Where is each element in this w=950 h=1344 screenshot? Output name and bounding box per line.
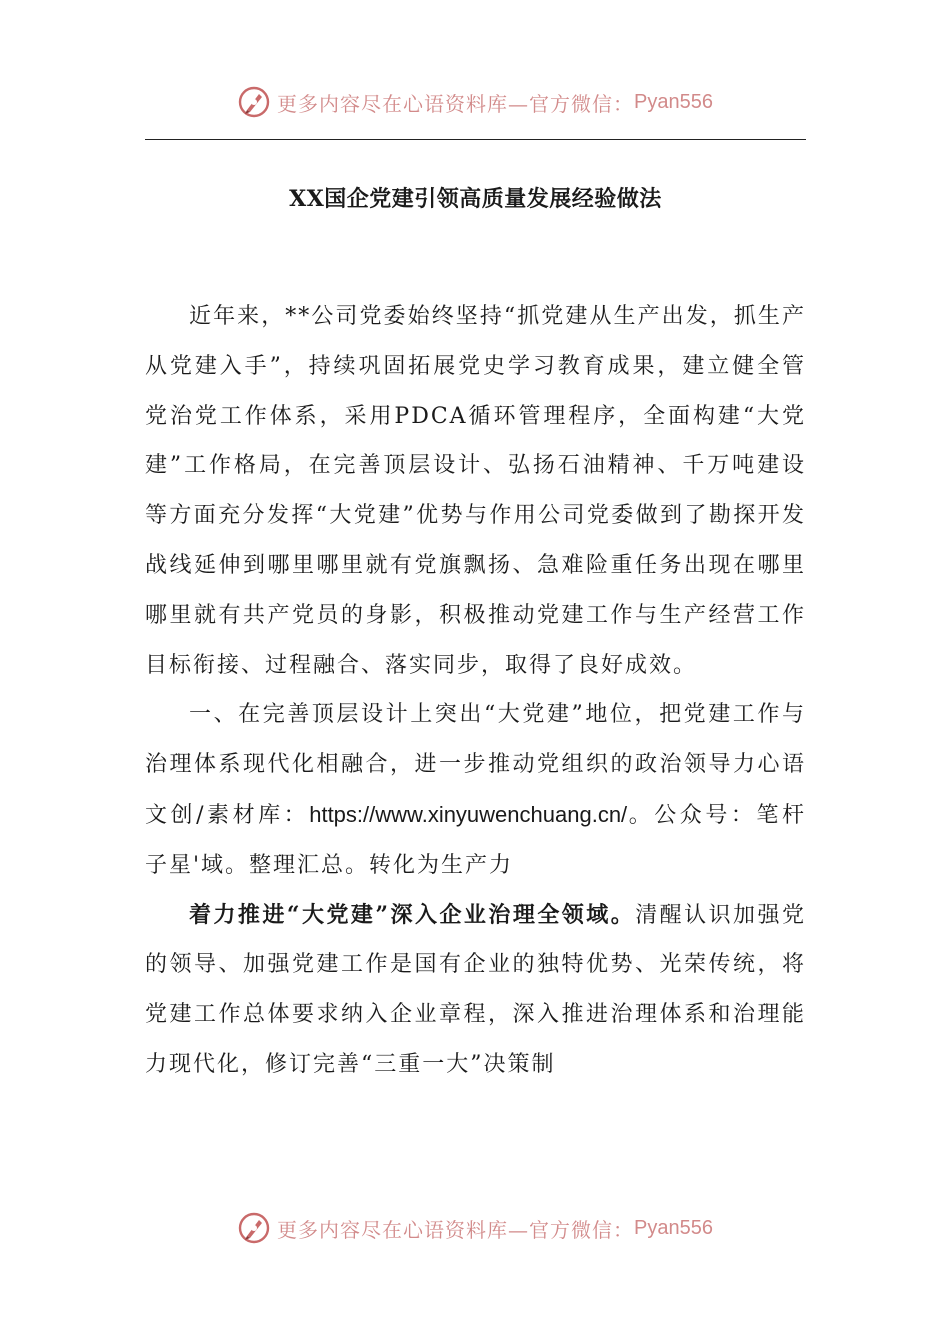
- pen-circle-logo-icon: [237, 85, 271, 119]
- section-one-text: 一、在完善顶层设计上突出“大党建”地位，把党建工作与治理体系现代化相融合，进一步推动党组织的政治领导力心语文创/素材库：: [145, 702, 806, 828]
- document-title: XX国企党建引领高质量发展经验做法: [289, 186, 662, 212]
- footer-watermark: [0, 1208, 950, 1248]
- section-one-tail: 。公众号：笔杆子星'域。整理汇总。转化为生产力: [145, 802, 806, 878]
- pen-circle-logo-icon: [237, 1211, 271, 1245]
- paragraph-governance: [145, 891, 806, 1090]
- watermark-wechat-id: Pyan556: [634, 90, 713, 113]
- watermark-text: 更多内容尽在心语资料库—官方微信：: [277, 91, 635, 116]
- governance-heading: 着力推进“大党建”深入企业治理全领域。: [189, 901, 636, 928]
- document-body: [145, 292, 806, 1090]
- source-url-link[interactable]: https://www.xinyuwenchuang.cn/: [309, 801, 628, 827]
- header-watermark: [0, 82, 950, 122]
- governance-text: 清醒认识加强党的领导、加强党建工作是国有企业的独特优势、光荣传统，将党建工作总体要求纳入企业章程，深入推进治理体系和治理能力现代化，修订完善“三重一大”决策制: [145, 902, 806, 1077]
- watermark-wechat-id: Pyan556: [634, 1216, 713, 1239]
- watermark-text: 更多内容尽在心语资料库—官方微信：: [277, 1217, 635, 1242]
- paragraph-section-one: [145, 690, 806, 890]
- paragraph-intro: 近年来，**公司党委始终坚持“抓党建从生产出发，抓生产从党建入手”，持续巩固拓展党史学习教育成果，建立健全管党治党工作体系，采用PDCA循环管理程序，全面构建“大党建”工作格局，在完善顶层设计、弘扬石油精神、千万吨建设等方面充分发挥“大党建”优势与作用公司党委做到了勘探开发战线延伸到哪里哪里就有党旗飘扬、急难险重任务出现在哪里哪里就有共产党员的身影，积极推动党建工作与生产经营工作目标衔接、过程融合、落实同步，取得了良好成效。: [145, 304, 806, 678]
- header-divider: [145, 139, 806, 140]
